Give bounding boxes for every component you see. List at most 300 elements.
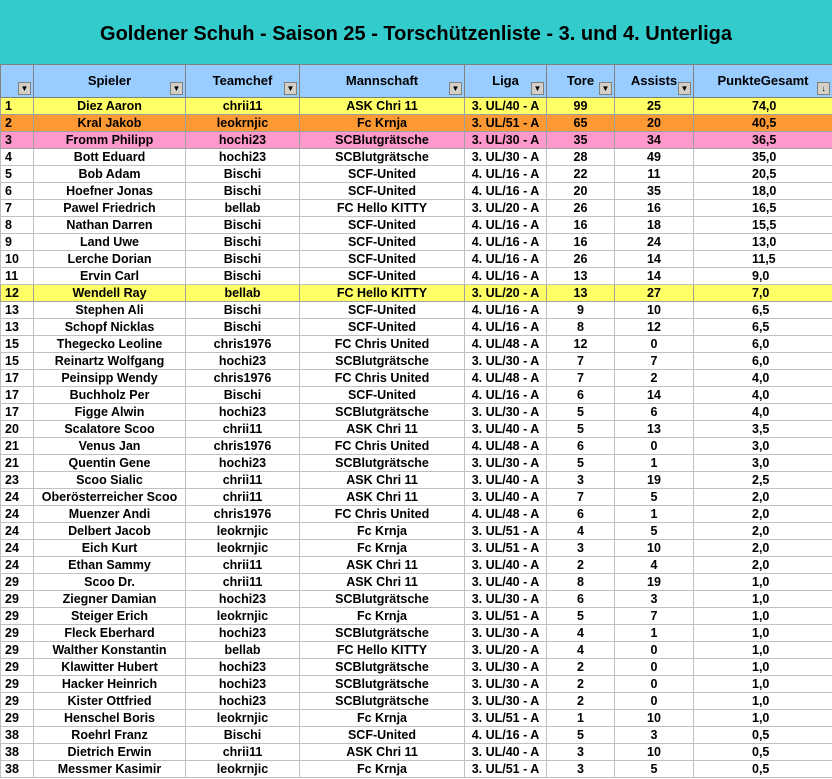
cell-rank[interactable]: 29 <box>1 693 34 710</box>
cell-liga[interactable]: 3. UL/40 - A <box>465 574 547 591</box>
cell-punkte[interactable]: 74,0 <box>694 98 832 115</box>
cell-assists[interactable]: 20 <box>615 115 694 132</box>
cell-tore[interactable]: 5 <box>547 455 615 472</box>
cell-rank[interactable]: 6 <box>1 183 34 200</box>
cell-rank[interactable]: 23 <box>1 472 34 489</box>
cell-spieler[interactable]: Ziegner Damian <box>34 591 186 608</box>
cell-spieler[interactable]: Quentin Gene <box>34 455 186 472</box>
cell-mannschaft[interactable]: FC Chris United <box>300 336 465 353</box>
cell-assists[interactable]: 7 <box>615 353 694 370</box>
cell-tore[interactable]: 2 <box>547 557 615 574</box>
cell-tore[interactable]: 2 <box>547 659 615 676</box>
cell-mannschaft[interactable]: SCBlutgrätsche <box>300 625 465 642</box>
cell-teamchef[interactable]: hochi23 <box>186 693 300 710</box>
cell-punkte[interactable]: 1,0 <box>694 625 832 642</box>
cell-tore[interactable]: 28 <box>547 149 615 166</box>
cell-mannschaft[interactable]: SCF-United <box>300 166 465 183</box>
cell-rank[interactable]: 13 <box>1 319 34 336</box>
cell-liga[interactable]: 4. UL/48 - A <box>465 336 547 353</box>
cell-liga[interactable]: 4. UL/16 - A <box>465 183 547 200</box>
cell-punkte[interactable]: 1,0 <box>694 642 832 659</box>
cell-liga[interactable]: 3. UL/30 - A <box>465 693 547 710</box>
cell-spieler[interactable]: Buchholz Per <box>34 387 186 404</box>
cell-tore[interactable]: 4 <box>547 625 615 642</box>
cell-punkte[interactable]: 7,0 <box>694 285 832 302</box>
cell-spieler[interactable]: Figge Alwin <box>34 404 186 421</box>
cell-teamchef[interactable]: chris1976 <box>186 336 300 353</box>
cell-mannschaft[interactable]: FC Chris United <box>300 506 465 523</box>
cell-rank[interactable]: 15 <box>1 353 34 370</box>
cell-teamchef[interactable]: chrii11 <box>186 744 300 761</box>
cell-assists[interactable]: 27 <box>615 285 694 302</box>
cell-teamchef[interactable]: Bischi <box>186 387 300 404</box>
cell-teamchef[interactable]: chris1976 <box>186 506 300 523</box>
cell-rank[interactable]: 38 <box>1 761 34 778</box>
cell-mannschaft[interactable]: ASK Chri 11 <box>300 421 465 438</box>
cell-liga[interactable]: 4. UL/16 - A <box>465 166 547 183</box>
filter-dropdown-icon[interactable]: ▼ <box>170 82 183 95</box>
cell-punkte[interactable]: 6,0 <box>694 353 832 370</box>
cell-tore[interactable]: 8 <box>547 574 615 591</box>
cell-teamchef[interactable]: hochi23 <box>186 404 300 421</box>
cell-punkte[interactable]: 2,0 <box>694 489 832 506</box>
cell-mannschaft[interactable]: Fc Krnja <box>300 115 465 132</box>
cell-spieler[interactable]: Klawitter Hubert <box>34 659 186 676</box>
cell-rank[interactable]: 24 <box>1 540 34 557</box>
cell-liga[interactable]: 4. UL/16 - A <box>465 234 547 251</box>
cell-mannschaft[interactable]: SCBlutgrätsche <box>300 353 465 370</box>
cell-tore[interactable]: 26 <box>547 200 615 217</box>
filter-dropdown-icon[interactable]: ▼ <box>678 82 691 95</box>
cell-tore[interactable]: 3 <box>547 540 615 557</box>
cell-mannschaft[interactable]: SCF-United <box>300 183 465 200</box>
cell-liga[interactable]: 3. UL/40 - A <box>465 744 547 761</box>
cell-tore[interactable]: 2 <box>547 693 615 710</box>
cell-teamchef[interactable]: chrii11 <box>186 421 300 438</box>
cell-tore[interactable]: 5 <box>547 404 615 421</box>
cell-rank[interactable]: 29 <box>1 574 34 591</box>
cell-rank[interactable]: 7 <box>1 200 34 217</box>
cell-assists[interactable]: 14 <box>615 251 694 268</box>
cell-tore[interactable]: 99 <box>547 98 615 115</box>
cell-tore[interactable]: 1 <box>547 710 615 727</box>
cell-rank[interactable]: 12 <box>1 285 34 302</box>
cell-tore[interactable]: 35 <box>547 132 615 149</box>
cell-teamchef[interactable]: leokrnjic <box>186 115 300 132</box>
cell-spieler[interactable]: Nathan Darren <box>34 217 186 234</box>
cell-rank[interactable]: 29 <box>1 642 34 659</box>
cell-assists[interactable]: 18 <box>615 217 694 234</box>
cell-spieler[interactable]: Bott Eduard <box>34 149 186 166</box>
cell-punkte[interactable]: 4,0 <box>694 404 832 421</box>
sort-dropdown-icon[interactable]: ↓ <box>817 82 830 95</box>
cell-mannschaft[interactable]: Fc Krnja <box>300 523 465 540</box>
cell-teamchef[interactable]: Bischi <box>186 268 300 285</box>
cell-punkte[interactable]: 4,0 <box>694 387 832 404</box>
cell-mannschaft[interactable]: SCBlutgrätsche <box>300 676 465 693</box>
cell-assists[interactable]: 3 <box>615 727 694 744</box>
cell-punkte[interactable]: 2,0 <box>694 540 832 557</box>
cell-teamchef[interactable]: hochi23 <box>186 659 300 676</box>
cell-rank[interactable]: 29 <box>1 710 34 727</box>
cell-punkte[interactable]: 2,5 <box>694 472 832 489</box>
cell-liga[interactable]: 4. UL/16 - A <box>465 387 547 404</box>
cell-rank[interactable]: 15 <box>1 336 34 353</box>
cell-tore[interactable]: 16 <box>547 234 615 251</box>
cell-mannschaft[interactable]: ASK Chri 11 <box>300 489 465 506</box>
cell-rank[interactable]: 24 <box>1 557 34 574</box>
cell-rank[interactable]: 24 <box>1 523 34 540</box>
cell-rank[interactable]: 21 <box>1 438 34 455</box>
cell-spieler[interactable]: Wendell Ray <box>34 285 186 302</box>
cell-mannschaft[interactable]: SCF-United <box>300 217 465 234</box>
cell-liga[interactable]: 3. UL/51 - A <box>465 540 547 557</box>
cell-liga[interactable]: 3. UL/51 - A <box>465 523 547 540</box>
cell-assists[interactable]: 19 <box>615 472 694 489</box>
cell-liga[interactable]: 3. UL/20 - A <box>465 200 547 217</box>
cell-punkte[interactable]: 1,0 <box>694 659 832 676</box>
cell-punkte[interactable]: 0,5 <box>694 744 832 761</box>
cell-spieler[interactable]: Eich Kurt <box>34 540 186 557</box>
cell-rank[interactable]: 24 <box>1 506 34 523</box>
cell-teamchef[interactable]: Bischi <box>186 251 300 268</box>
cell-punkte[interactable]: 0,5 <box>694 761 832 778</box>
cell-spieler[interactable]: Diez Aaron <box>34 98 186 115</box>
cell-mannschaft[interactable]: Fc Krnja <box>300 540 465 557</box>
cell-mannschaft[interactable]: ASK Chri 11 <box>300 744 465 761</box>
cell-rank[interactable]: 8 <box>1 217 34 234</box>
cell-tore[interactable]: 6 <box>547 387 615 404</box>
cell-spieler[interactable]: Lerche Dorian <box>34 251 186 268</box>
cell-liga[interactable]: 3. UL/30 - A <box>465 455 547 472</box>
cell-punkte[interactable]: 2,0 <box>694 523 832 540</box>
cell-teamchef[interactable]: Bischi <box>186 166 300 183</box>
cell-punkte[interactable]: 40,5 <box>694 115 832 132</box>
cell-punkte[interactable]: 1,0 <box>694 591 832 608</box>
cell-tore[interactable]: 4 <box>547 642 615 659</box>
cell-assists[interactable]: 14 <box>615 387 694 404</box>
cell-rank[interactable]: 29 <box>1 676 34 693</box>
cell-assists[interactable]: 0 <box>615 336 694 353</box>
cell-rank[interactable]: 24 <box>1 489 34 506</box>
cell-assists[interactable]: 10 <box>615 540 694 557</box>
cell-assists[interactable]: 1 <box>615 506 694 523</box>
cell-teamchef[interactable]: bellab <box>186 642 300 659</box>
cell-rank[interactable]: 21 <box>1 455 34 472</box>
cell-spieler[interactable]: Oberösterreicher Scoo <box>34 489 186 506</box>
cell-spieler[interactable]: Reinartz Wolfgang <box>34 353 186 370</box>
cell-mannschaft[interactable]: SCBlutgrätsche <box>300 455 465 472</box>
cell-tore[interactable]: 3 <box>547 744 615 761</box>
cell-assists[interactable]: 7 <box>615 608 694 625</box>
cell-punkte[interactable]: 36,5 <box>694 132 832 149</box>
cell-punkte[interactable]: 1,0 <box>694 676 832 693</box>
cell-mannschaft[interactable]: Fc Krnja <box>300 608 465 625</box>
cell-mannschaft[interactable]: SCBlutgrätsche <box>300 659 465 676</box>
cell-tore[interactable]: 6 <box>547 591 615 608</box>
cell-teamchef[interactable]: chrii11 <box>186 574 300 591</box>
cell-tore[interactable]: 6 <box>547 506 615 523</box>
cell-mannschaft[interactable]: ASK Chri 11 <box>300 574 465 591</box>
cell-assists[interactable]: 5 <box>615 523 694 540</box>
cell-assists[interactable]: 0 <box>615 693 694 710</box>
cell-spieler[interactable]: Messmer Kasimir <box>34 761 186 778</box>
cell-assists[interactable]: 0 <box>615 642 694 659</box>
cell-liga[interactable]: 3. UL/20 - A <box>465 285 547 302</box>
cell-assists[interactable]: 10 <box>615 302 694 319</box>
cell-teamchef[interactable]: bellab <box>186 200 300 217</box>
cell-liga[interactable]: 3. UL/30 - A <box>465 591 547 608</box>
cell-punkte[interactable]: 18,0 <box>694 183 832 200</box>
cell-teamchef[interactable]: Bischi <box>186 319 300 336</box>
cell-spieler[interactable]: Peinsipp Wendy <box>34 370 186 387</box>
cell-assists[interactable]: 10 <box>615 744 694 761</box>
cell-assists[interactable]: 4 <box>615 557 694 574</box>
cell-teamchef[interactable]: chrii11 <box>186 489 300 506</box>
cell-mannschaft[interactable]: SCF-United <box>300 319 465 336</box>
cell-punkte[interactable]: 4,0 <box>694 370 832 387</box>
cell-tore[interactable]: 16 <box>547 217 615 234</box>
cell-tore[interactable]: 3 <box>547 761 615 778</box>
cell-spieler[interactable]: Muenzer Andi <box>34 506 186 523</box>
cell-liga[interactable]: 3. UL/30 - A <box>465 353 547 370</box>
cell-punkte[interactable]: 2,0 <box>694 506 832 523</box>
cell-punkte[interactable]: 11,5 <box>694 251 832 268</box>
cell-liga[interactable]: 4. UL/48 - A <box>465 370 547 387</box>
cell-rank[interactable]: 38 <box>1 744 34 761</box>
cell-tore[interactable]: 65 <box>547 115 615 132</box>
cell-punkte[interactable]: 0,5 <box>694 727 832 744</box>
cell-punkte[interactable]: 1,0 <box>694 574 832 591</box>
cell-mannschaft[interactable]: FC Chris United <box>300 370 465 387</box>
cell-tore[interactable]: 4 <box>547 523 615 540</box>
cell-teamchef[interactable]: Bischi <box>186 217 300 234</box>
filter-dropdown-icon[interactable]: ▼ <box>18 82 31 95</box>
cell-mannschaft[interactable]: SCBlutgrätsche <box>300 693 465 710</box>
cell-liga[interactable]: 3. UL/51 - A <box>465 608 547 625</box>
cell-punkte[interactable]: 6,5 <box>694 302 832 319</box>
cell-mannschaft[interactable]: SCF-United <box>300 234 465 251</box>
cell-spieler[interactable]: Hacker Heinrich <box>34 676 186 693</box>
cell-rank[interactable]: 29 <box>1 608 34 625</box>
cell-spieler[interactable]: Walther Konstantin <box>34 642 186 659</box>
cell-mannschaft[interactable]: SCF-United <box>300 387 465 404</box>
cell-tore[interactable]: 26 <box>547 251 615 268</box>
cell-liga[interactable]: 4. UL/16 - A <box>465 319 547 336</box>
cell-assists[interactable]: 2 <box>615 370 694 387</box>
cell-assists[interactable]: 1 <box>615 455 694 472</box>
cell-teamchef[interactable]: chris1976 <box>186 438 300 455</box>
cell-mannschaft[interactable]: SCBlutgrätsche <box>300 591 465 608</box>
cell-rank[interactable]: 11 <box>1 268 34 285</box>
cell-teamchef[interactable]: hochi23 <box>186 676 300 693</box>
cell-tore[interactable]: 7 <box>547 370 615 387</box>
filter-dropdown-icon[interactable]: ▼ <box>531 82 544 95</box>
cell-spieler[interactable]: Delbert Jacob <box>34 523 186 540</box>
cell-rank[interactable]: 9 <box>1 234 34 251</box>
cell-assists[interactable]: 16 <box>615 200 694 217</box>
cell-mannschaft[interactable]: SCF-United <box>300 268 465 285</box>
cell-liga[interactable]: 3. UL/20 - A <box>465 642 547 659</box>
cell-liga[interactable]: 3. UL/30 - A <box>465 676 547 693</box>
cell-teamchef[interactable]: Bischi <box>186 727 300 744</box>
cell-mannschaft[interactable]: FC Hello KITTY <box>300 200 465 217</box>
cell-tore[interactable]: 7 <box>547 353 615 370</box>
cell-spieler[interactable]: Stephen Ali <box>34 302 186 319</box>
cell-liga[interactable]: 3. UL/40 - A <box>465 98 547 115</box>
cell-tore[interactable]: 20 <box>547 183 615 200</box>
cell-liga[interactable]: 3. UL/40 - A <box>465 472 547 489</box>
cell-spieler[interactable]: Fromm Philipp <box>34 132 186 149</box>
cell-tore[interactable]: 6 <box>547 438 615 455</box>
cell-rank[interactable]: 20 <box>1 421 34 438</box>
cell-assists[interactable]: 49 <box>615 149 694 166</box>
cell-rank[interactable]: 4 <box>1 149 34 166</box>
cell-rank[interactable]: 29 <box>1 591 34 608</box>
cell-assists[interactable]: 34 <box>615 132 694 149</box>
cell-spieler[interactable]: Hoefner Jonas <box>34 183 186 200</box>
cell-rank[interactable]: 29 <box>1 659 34 676</box>
cell-teamchef[interactable]: hochi23 <box>186 149 300 166</box>
cell-mannschaft[interactable]: SCF-United <box>300 727 465 744</box>
cell-spieler[interactable]: Venus Jan <box>34 438 186 455</box>
filter-dropdown-icon[interactable]: ▼ <box>449 82 462 95</box>
cell-tore[interactable]: 5 <box>547 608 615 625</box>
cell-liga[interactable]: 4. UL/16 - A <box>465 302 547 319</box>
cell-spieler[interactable]: Roehrl Franz <box>34 727 186 744</box>
cell-tore[interactable]: 22 <box>547 166 615 183</box>
cell-mannschaft[interactable]: SCF-United <box>300 251 465 268</box>
cell-tore[interactable]: 12 <box>547 336 615 353</box>
filter-dropdown-icon[interactable]: ▼ <box>284 82 297 95</box>
cell-punkte[interactable]: 20,5 <box>694 166 832 183</box>
cell-assists[interactable]: 35 <box>615 183 694 200</box>
cell-punkte[interactable]: 2,0 <box>694 557 832 574</box>
cell-mannschaft[interactable]: Fc Krnja <box>300 761 465 778</box>
cell-spieler[interactable]: Ethan Sammy <box>34 557 186 574</box>
cell-spieler[interactable]: Pawel Friedrich <box>34 200 186 217</box>
cell-rank[interactable]: 3 <box>1 132 34 149</box>
cell-punkte[interactable]: 6,5 <box>694 319 832 336</box>
cell-mannschaft[interactable]: SCBlutgrätsche <box>300 404 465 421</box>
cell-tore[interactable]: 9 <box>547 302 615 319</box>
cell-assists[interactable]: 3 <box>615 591 694 608</box>
cell-spieler[interactable]: Dietrich Erwin <box>34 744 186 761</box>
cell-punkte[interactable]: 1,0 <box>694 710 832 727</box>
cell-teamchef[interactable]: Bischi <box>186 302 300 319</box>
cell-mannschaft[interactable]: SCBlutgrätsche <box>300 132 465 149</box>
cell-teamchef[interactable]: hochi23 <box>186 591 300 608</box>
cell-spieler[interactable]: Land Uwe <box>34 234 186 251</box>
cell-rank[interactable]: 10 <box>1 251 34 268</box>
cell-assists[interactable]: 25 <box>615 98 694 115</box>
cell-assists[interactable]: 13 <box>615 421 694 438</box>
cell-punkte[interactable]: 9,0 <box>694 268 832 285</box>
cell-spieler[interactable]: Kister Ottfried <box>34 693 186 710</box>
cell-spieler[interactable]: Scoo Dr. <box>34 574 186 591</box>
cell-spieler[interactable]: Ervin Carl <box>34 268 186 285</box>
cell-liga[interactable]: 4. UL/16 - A <box>465 217 547 234</box>
cell-spieler[interactable]: Henschel Boris <box>34 710 186 727</box>
cell-teamchef[interactable]: chris1976 <box>186 370 300 387</box>
cell-spieler[interactable]: Kral Jakob <box>34 115 186 132</box>
cell-tore[interactable]: 8 <box>547 319 615 336</box>
cell-punkte[interactable]: 3,0 <box>694 438 832 455</box>
cell-tore[interactable]: 5 <box>547 421 615 438</box>
cell-teamchef[interactable]: leokrnjic <box>186 540 300 557</box>
cell-liga[interactable]: 3. UL/40 - A <box>465 557 547 574</box>
cell-rank[interactable]: 1 <box>1 98 34 115</box>
cell-mannschaft[interactable]: ASK Chri 11 <box>300 557 465 574</box>
cell-mannschaft[interactable]: SCBlutgrätsche <box>300 149 465 166</box>
cell-liga[interactable]: 3. UL/51 - A <box>465 115 547 132</box>
cell-mannschaft[interactable]: Fc Krnja <box>300 710 465 727</box>
cell-rank[interactable]: 29 <box>1 625 34 642</box>
cell-spieler[interactable]: Fleck Eberhard <box>34 625 186 642</box>
cell-liga[interactable]: 4. UL/48 - A <box>465 438 547 455</box>
cell-mannschaft[interactable]: FC Hello KITTY <box>300 642 465 659</box>
cell-spieler[interactable]: Steiger Erich <box>34 608 186 625</box>
filter-dropdown-icon[interactable]: ▼ <box>599 82 612 95</box>
cell-teamchef[interactable]: chrii11 <box>186 472 300 489</box>
cell-teamchef[interactable]: hochi23 <box>186 353 300 370</box>
cell-teamchef[interactable]: leokrnjic <box>186 761 300 778</box>
cell-assists[interactable]: 11 <box>615 166 694 183</box>
cell-punkte[interactable]: 1,0 <box>694 608 832 625</box>
cell-liga[interactable]: 3. UL/30 - A <box>465 404 547 421</box>
cell-tore[interactable]: 13 <box>547 268 615 285</box>
cell-teamchef[interactable]: hochi23 <box>186 455 300 472</box>
cell-liga[interactable]: 4. UL/16 - A <box>465 727 547 744</box>
cell-teamchef[interactable]: Bischi <box>186 234 300 251</box>
cell-mannschaft[interactable]: FC Chris United <box>300 438 465 455</box>
cell-liga[interactable]: 3. UL/51 - A <box>465 761 547 778</box>
cell-liga[interactable]: 3. UL/51 - A <box>465 710 547 727</box>
cell-assists[interactable]: 10 <box>615 710 694 727</box>
cell-teamchef[interactable]: leokrnjic <box>186 523 300 540</box>
cell-rank[interactable]: 5 <box>1 166 34 183</box>
cell-tore[interactable]: 3 <box>547 472 615 489</box>
cell-spieler[interactable]: Schopf Nicklas <box>34 319 186 336</box>
cell-rank[interactable]: 38 <box>1 727 34 744</box>
cell-rank[interactable]: 17 <box>1 387 34 404</box>
cell-liga[interactable]: 4. UL/48 - A <box>465 506 547 523</box>
cell-teamchef[interactable]: leokrnjic <box>186 608 300 625</box>
cell-teamchef[interactable]: chrii11 <box>186 557 300 574</box>
cell-teamchef[interactable]: Bischi <box>186 183 300 200</box>
cell-punkte[interactable]: 3,5 <box>694 421 832 438</box>
cell-assists[interactable]: 24 <box>615 234 694 251</box>
cell-assists[interactable]: 14 <box>615 268 694 285</box>
cell-liga[interactable]: 3. UL/30 - A <box>465 132 547 149</box>
cell-teamchef[interactable]: bellab <box>186 285 300 302</box>
cell-liga[interactable]: 3. UL/30 - A <box>465 625 547 642</box>
cell-liga[interactable]: 3. UL/40 - A <box>465 421 547 438</box>
cell-liga[interactable]: 3. UL/40 - A <box>465 489 547 506</box>
cell-rank[interactable]: 13 <box>1 302 34 319</box>
cell-punkte[interactable]: 35,0 <box>694 149 832 166</box>
cell-liga[interactable]: 3. UL/30 - A <box>465 659 547 676</box>
cell-rank[interactable]: 17 <box>1 404 34 421</box>
cell-assists[interactable]: 0 <box>615 438 694 455</box>
cell-spieler[interactable]: Scalatore Scoo <box>34 421 186 438</box>
cell-spieler[interactable]: Bob Adam <box>34 166 186 183</box>
cell-assists[interactable]: 5 <box>615 489 694 506</box>
cell-mannschaft[interactable]: SCF-United <box>300 302 465 319</box>
cell-assists[interactable]: 1 <box>615 625 694 642</box>
cell-mannschaft[interactable]: ASK Chri 11 <box>300 472 465 489</box>
cell-assists[interactable]: 0 <box>615 659 694 676</box>
